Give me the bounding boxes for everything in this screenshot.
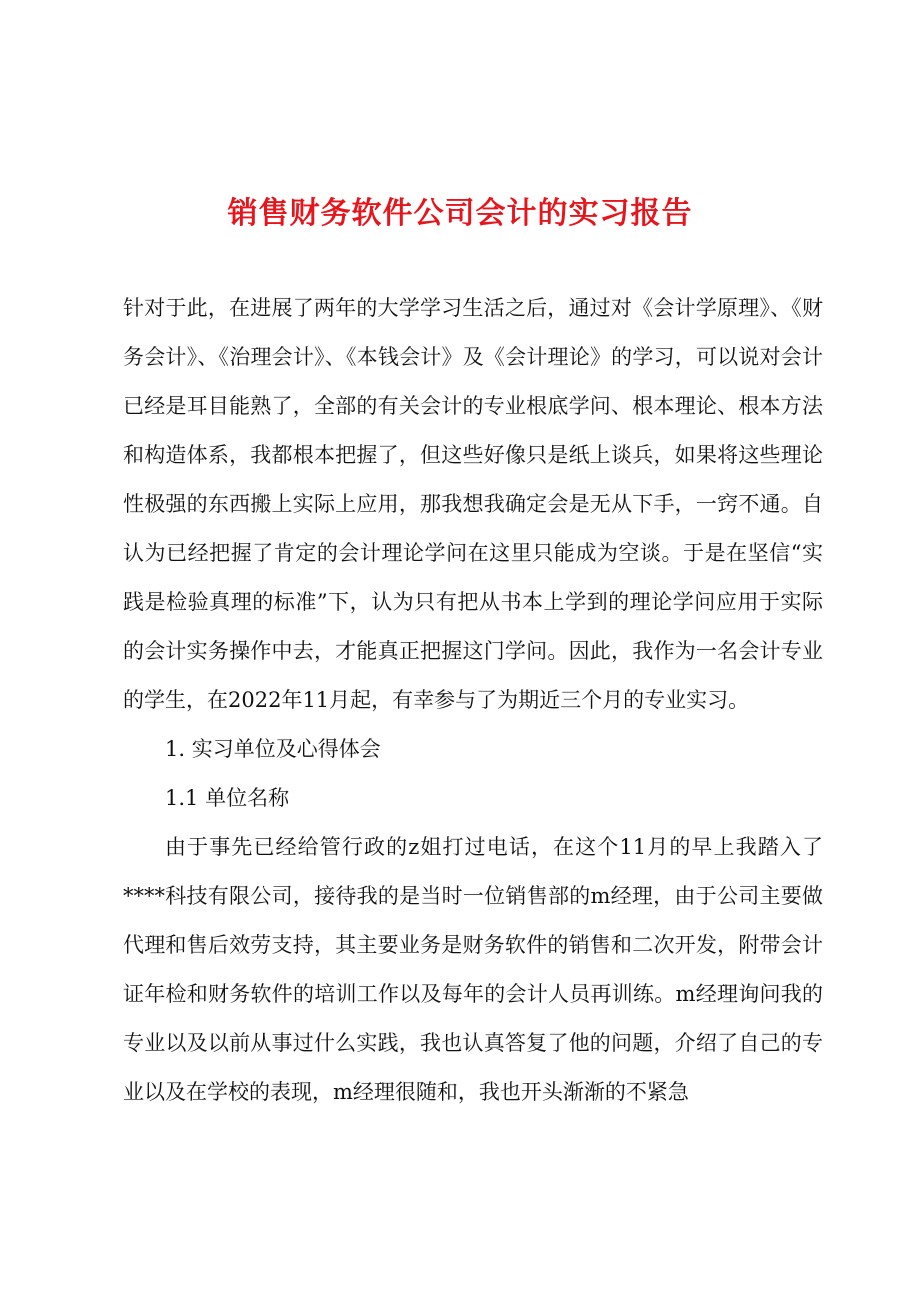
paragraph-unit-name: 由于事先已经给管行政的z姐打过电话，在这个11月的早上我踏入了****科技有限公司，接待我的是当时一位销售部的m经理，由于公司主要做代理和售后效劳支持，其主要业务是财务软件的销售和二次开发，附带会计证年检和财务软件的培训工作以及每年的会计人员再训练。m经理询问我的专业以及以前从事过什么实践，我也认真答复了他的问题，介绍了自己的专业以及在学校的表现，m经理很随和，我也开头渐渐的不紧急 [123, 835, 823, 1104]
subsection-heading: 1.1 单位名称 [165, 786, 290, 810]
paragraph-intro: 针对于此，在进展了两年的大学学习生活之后，通过对《会计学原理》、《财务会计》、《治理会计》、《本钱会计》及《会计理论》的学习，可以说对会计已经是耳目能熟了，全部的有关会计的专业根底学问、根本理论、根本方法和构造体系，我都根本把握了，但这些好像只是纸上谈兵，如果将这些理论性极强的东西搬上实际上应用，那我想我确定会是无从下手，一窍不通。自认为已经把握了肯定的会计理论学问在这里只能成为空谈。于是在坚信“实践是检验真理的标准”下，认为只有把从书本上学到的理论学问应用于实际的会计实务操作中去，才能真正把握这门学问。因此，我作为一名会计专业的学生，在2022年11月起，有幸参与了为期近三个月的专业实习。 [123, 296, 823, 712]
document-body [123, 284, 823, 1117]
section-heading: 1. 实习单位及心得体会 [165, 737, 381, 761]
document-title: 销售财务软件公司会计的实习报告 [227, 196, 693, 231]
